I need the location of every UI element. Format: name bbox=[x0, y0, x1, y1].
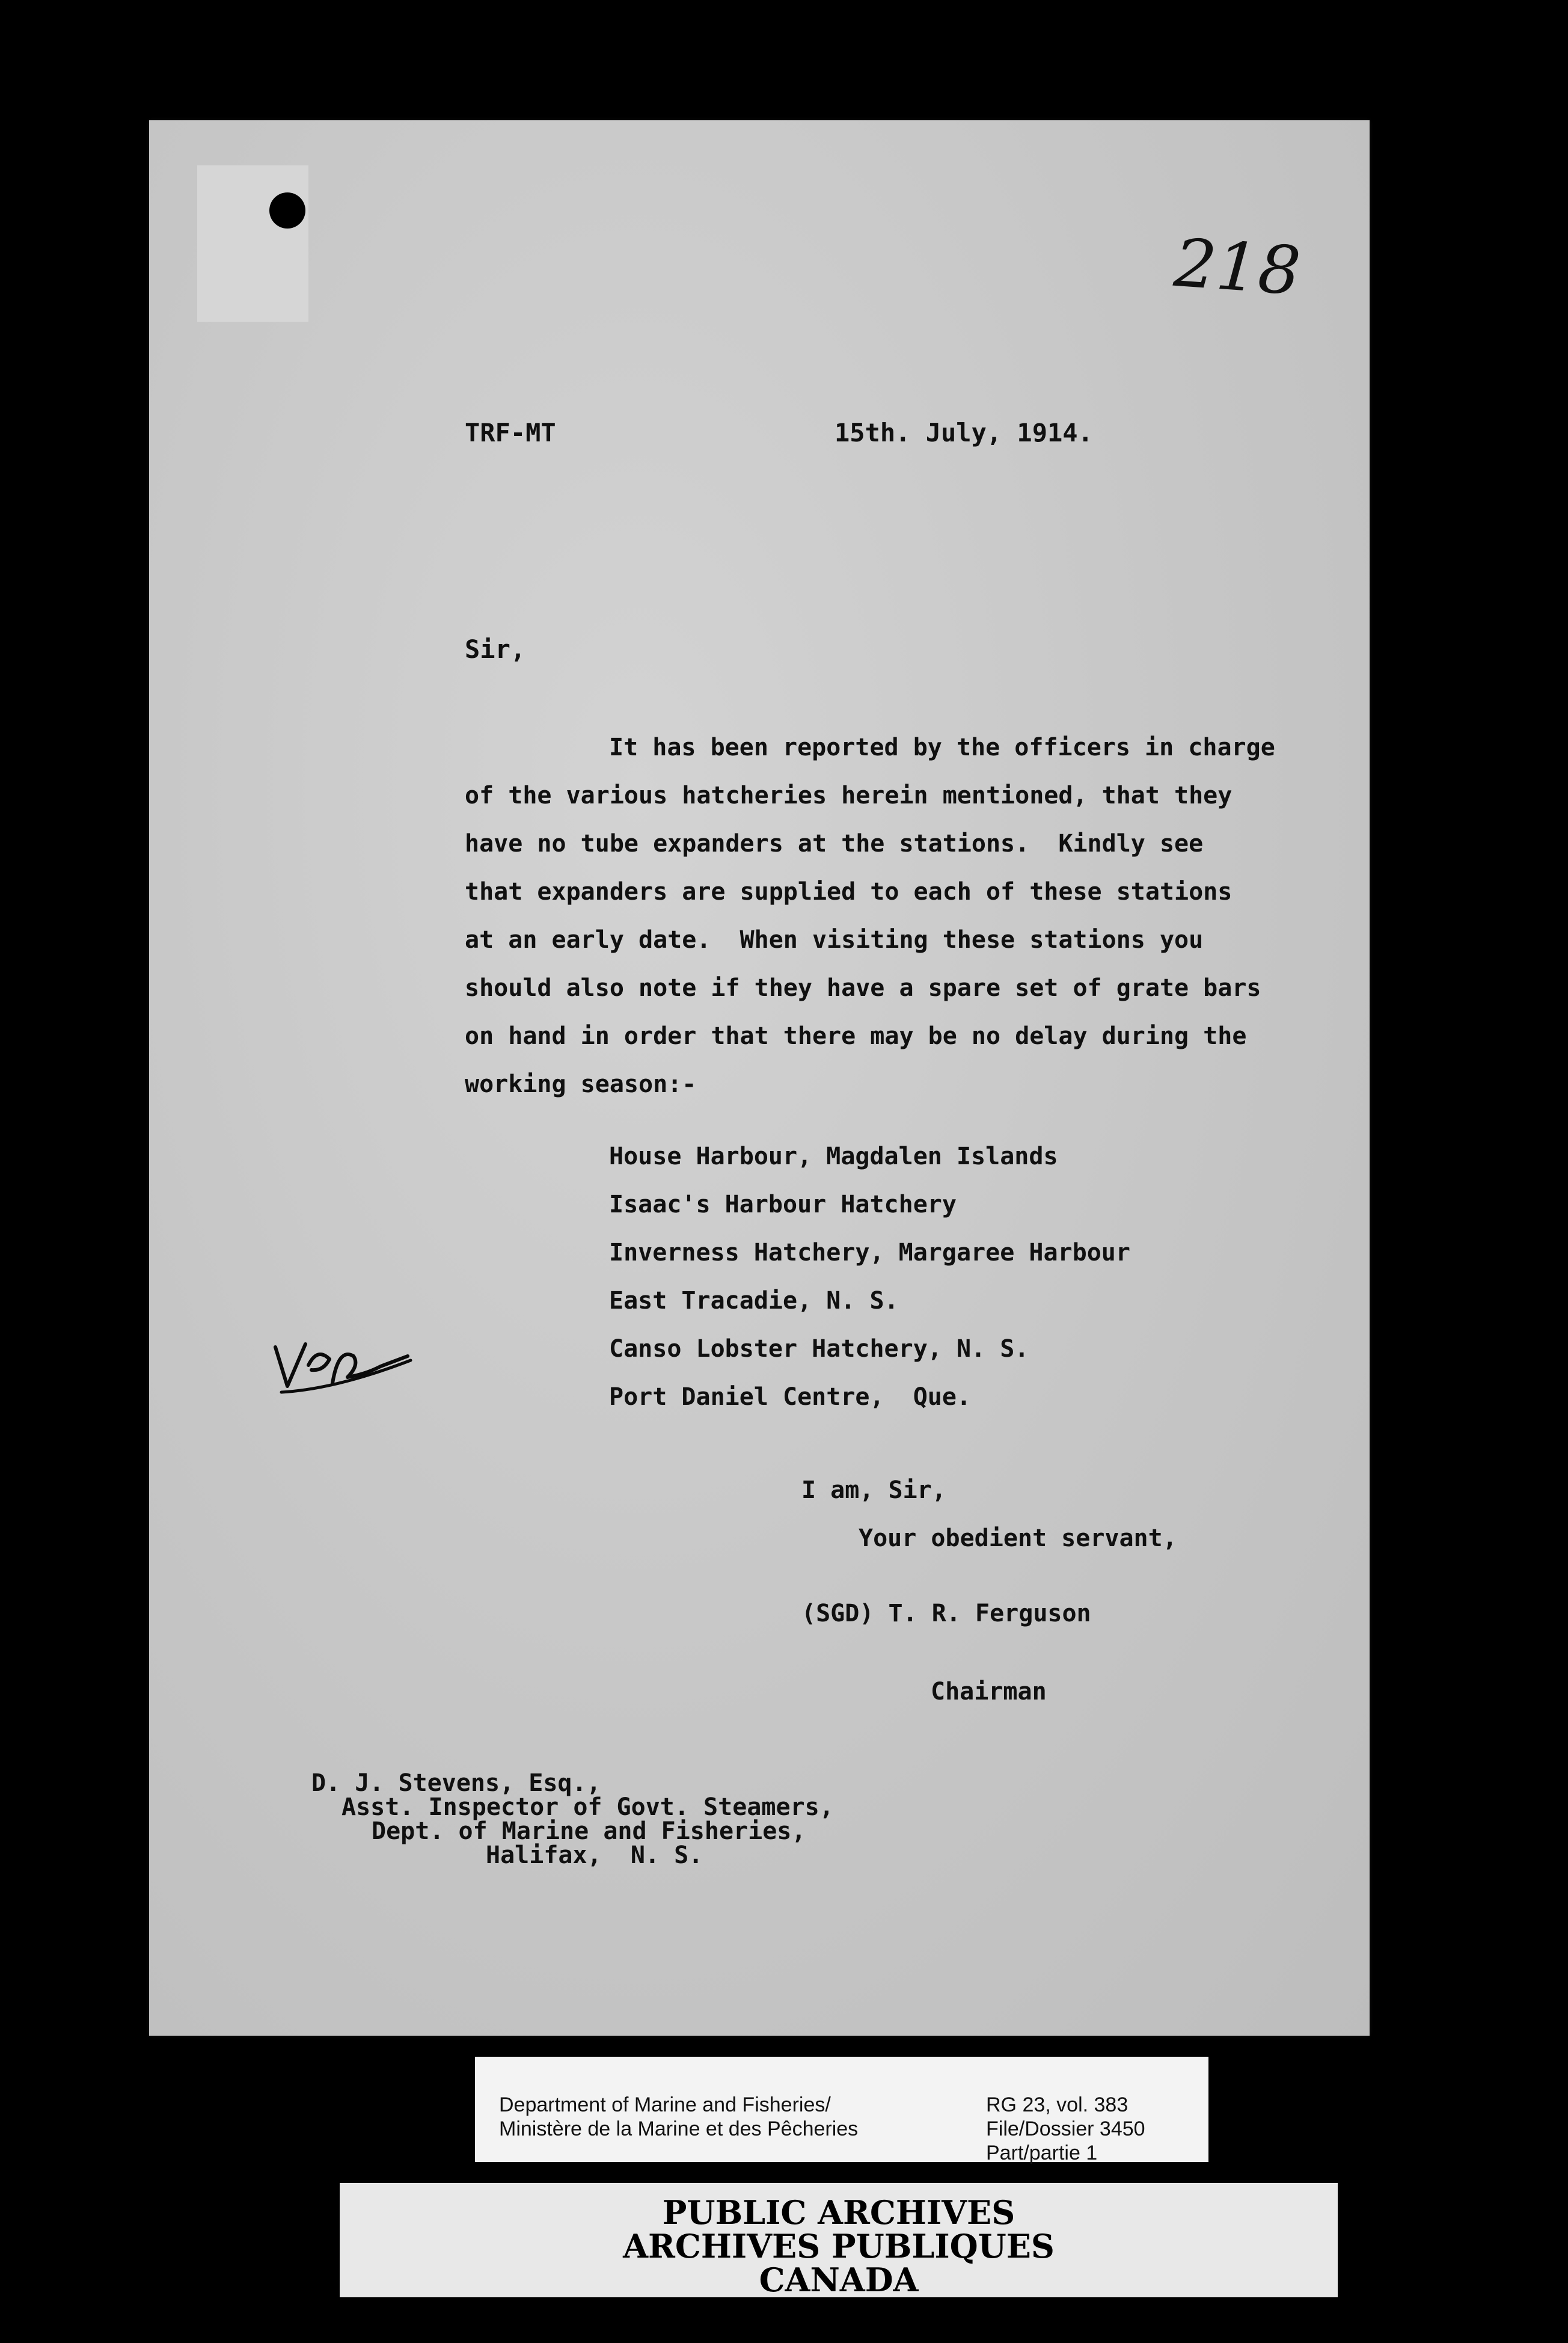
reference-code: TRF-MT bbox=[465, 418, 556, 447]
body-line: on hand in order that there may be no delay during the bbox=[465, 1022, 1247, 1050]
stamp-line: ARCHIVES PUBLIQUES bbox=[623, 2227, 1055, 2265]
body-line: of the various hatcheries herein mentioned, that they bbox=[465, 782, 1233, 809]
body-line: It has been reported by the officers in charge bbox=[609, 734, 1275, 761]
hatchery-item: Canso Lobster Hatchery, N. S. bbox=[609, 1335, 1029, 1363]
addressee-line: Halifax, N. S. bbox=[486, 1841, 703, 1869]
signature: (SGD) T. R. Ferguson bbox=[801, 1600, 1091, 1627]
addressee-line: D. J. Stevens, Esq., bbox=[311, 1769, 601, 1797]
body-line: should also note if they have a spare set of grate bars bbox=[465, 974, 1261, 1002]
salutation: Sir, bbox=[465, 634, 526, 664]
addressee-line: Asst. Inspector of Govt. Steamers, bbox=[341, 1793, 834, 1821]
addressee-line: Dept. of Marine and Fisheries, bbox=[372, 1817, 806, 1845]
handwritten-initials bbox=[263, 1323, 420, 1407]
letter-date: 15th. July, 1914. bbox=[835, 418, 1093, 447]
signer-title: Chairman bbox=[931, 1678, 1047, 1706]
hatchery-item: Isaac's Harbour Hatchery bbox=[609, 1191, 957, 1218]
stamp-line: CANADA bbox=[759, 2261, 919, 2299]
punch-hole bbox=[269, 192, 305, 229]
hatchery-item: House Harbour, Magdalen Islands bbox=[609, 1143, 1058, 1170]
hatchery-item: East Tracadie, N. S. bbox=[609, 1287, 899, 1315]
body-line: at an early date. When visiting these stations you bbox=[465, 926, 1204, 954]
body-line: that expanders are supplied to each of these stations bbox=[465, 878, 1233, 906]
body-line: have no tube expanders at the stations. Kindly see bbox=[465, 830, 1204, 858]
body-line: working season:- bbox=[465, 1070, 697, 1098]
hatchery-item: Port Daniel Centre, Que. bbox=[609, 1383, 972, 1411]
stamp-line: PUBLIC ARCHIVES bbox=[662, 2193, 1015, 2232]
punch-reinforcement bbox=[197, 165, 308, 322]
letter-page bbox=[149, 120, 1370, 2036]
folio-number: 218 bbox=[1171, 224, 1303, 310]
archive-reference-label bbox=[475, 2057, 1208, 2165]
closing-line: I am, Sir, bbox=[801, 1476, 946, 1504]
hatchery-item: Inverness Hatchery, Margaree Harbour bbox=[609, 1239, 1130, 1267]
closing-line: Your obedient servant, bbox=[859, 1525, 1177, 1552]
department-label: Department of Marine and Fisheries/ Ministère de la Marine et des Pêcheries bbox=[499, 2093, 859, 2141]
file-reference: RG 23, vol. 383 File/Dossier 3450 Part/partie 1 bbox=[986, 2093, 1145, 2165]
public-archives-stamp bbox=[340, 2183, 1338, 2297]
